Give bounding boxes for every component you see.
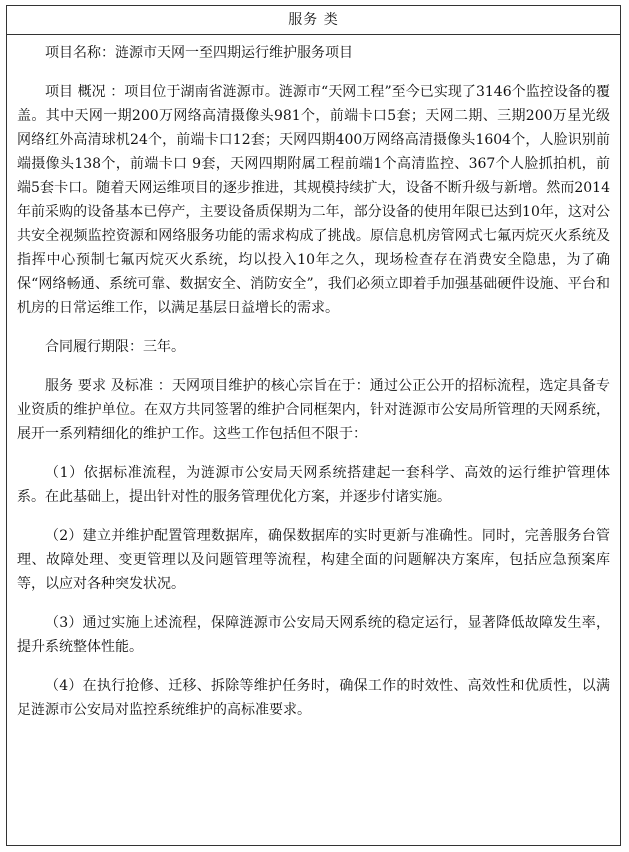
header-title: 服务 类 <box>288 12 339 28</box>
list-item: （4）在执行抢修、迁移、拆除等维护任务时，确保工作的时效性、高效性和优质性，以满足涟源市公安局对监控系统维护的高标准要求。 <box>17 678 610 718</box>
contract-period-label: 合同履行期限： <box>45 339 143 355</box>
overview-label: 项目 概况 ： <box>45 84 125 100</box>
overview-text: 项目位于湖南省涟源市。涟源市“天网工程”至今已实现了3146个监控设备的覆盖。其中天网一期200万网络高清摄像头981个，前端卡口5套；天网二期、三期200万星光级网络红外高清球机24个，前端卡口12套；天网四期400万网络高清摄像头1604个，人脸识别前端摄像头138个，前端卡口 9套，天网四期附属工程前端1个高清监控、367个人脸抓拍机，前端5套卡口。随着天网运维项目的逐步推进，其规模持续扩大，设备不断升级与新增。然而2014年前采购的设备基本已停产，主要设备质保期为二年，部分设备的使用年限已达到10年，这对公共安全视频监控资源和网络服务功能的需求构成了挑战。原信息机房管网式七氟丙烷灭火系统及指挥中心预制七氟丙烷灭火系统，均以投入10年之久，现场检查存在消费安全隐患，为了确保“网络畅通、系统可靠、数据安全、消防安全”，我们必须立即着手加强基础硬件设施、平台和机房的日常运维工作，以满足基层日益增长的需求。 <box>17 84 610 316</box>
service-table <box>6 5 621 846</box>
table-content <box>7 35 620 722</box>
project-name-value: 涟源市天网一至四期运行维护服务项目 <box>115 45 353 61</box>
list-item: （3）通过实施上述流程，保障涟源市公安局天网系统的稳定运行，显著降低故障发生率，提升系统整体性能。 <box>17 615 610 655</box>
contract-period-value: 三年。 <box>143 339 185 355</box>
overview-paragraph <box>17 80 610 320</box>
contract-period-paragraph <box>17 335 610 359</box>
list-item: （1）依据标准流程，为涟源市公安局天网系统搭建起一套科学、高效的运行维护管理体系。在此基础上，提出针对性的服务管理优化方案，并逐步付诸实施。 <box>17 465 610 505</box>
project-name-label: 项目名称： <box>45 45 115 61</box>
table-header <box>7 6 620 35</box>
service-requirements-label: 服务 要求 及标准 ： <box>45 378 172 394</box>
project-name-paragraph <box>17 41 610 65</box>
list-item: （2）建立并维护配置管理数据库，确保数据库的实时更新与准确性。同时，完善服务台管理、故障处理、变更管理以及问题管理等流程，构建全面的问题解决方案库，包括应急预案库等，以应对各种突发状况。 <box>17 528 610 592</box>
service-requirements-paragraph <box>17 374 610 446</box>
service-requirements-text: 天网项目维护的核心宗旨在于：通过公正公开的招标流程，选定具备专业资质的维护单位。在双方共同签署的维护合同框架内，针对涟源市公安局所管理的天网系统，展开一系列精细化的维护工作。这些工作包括但不限于： <box>17 378 611 442</box>
